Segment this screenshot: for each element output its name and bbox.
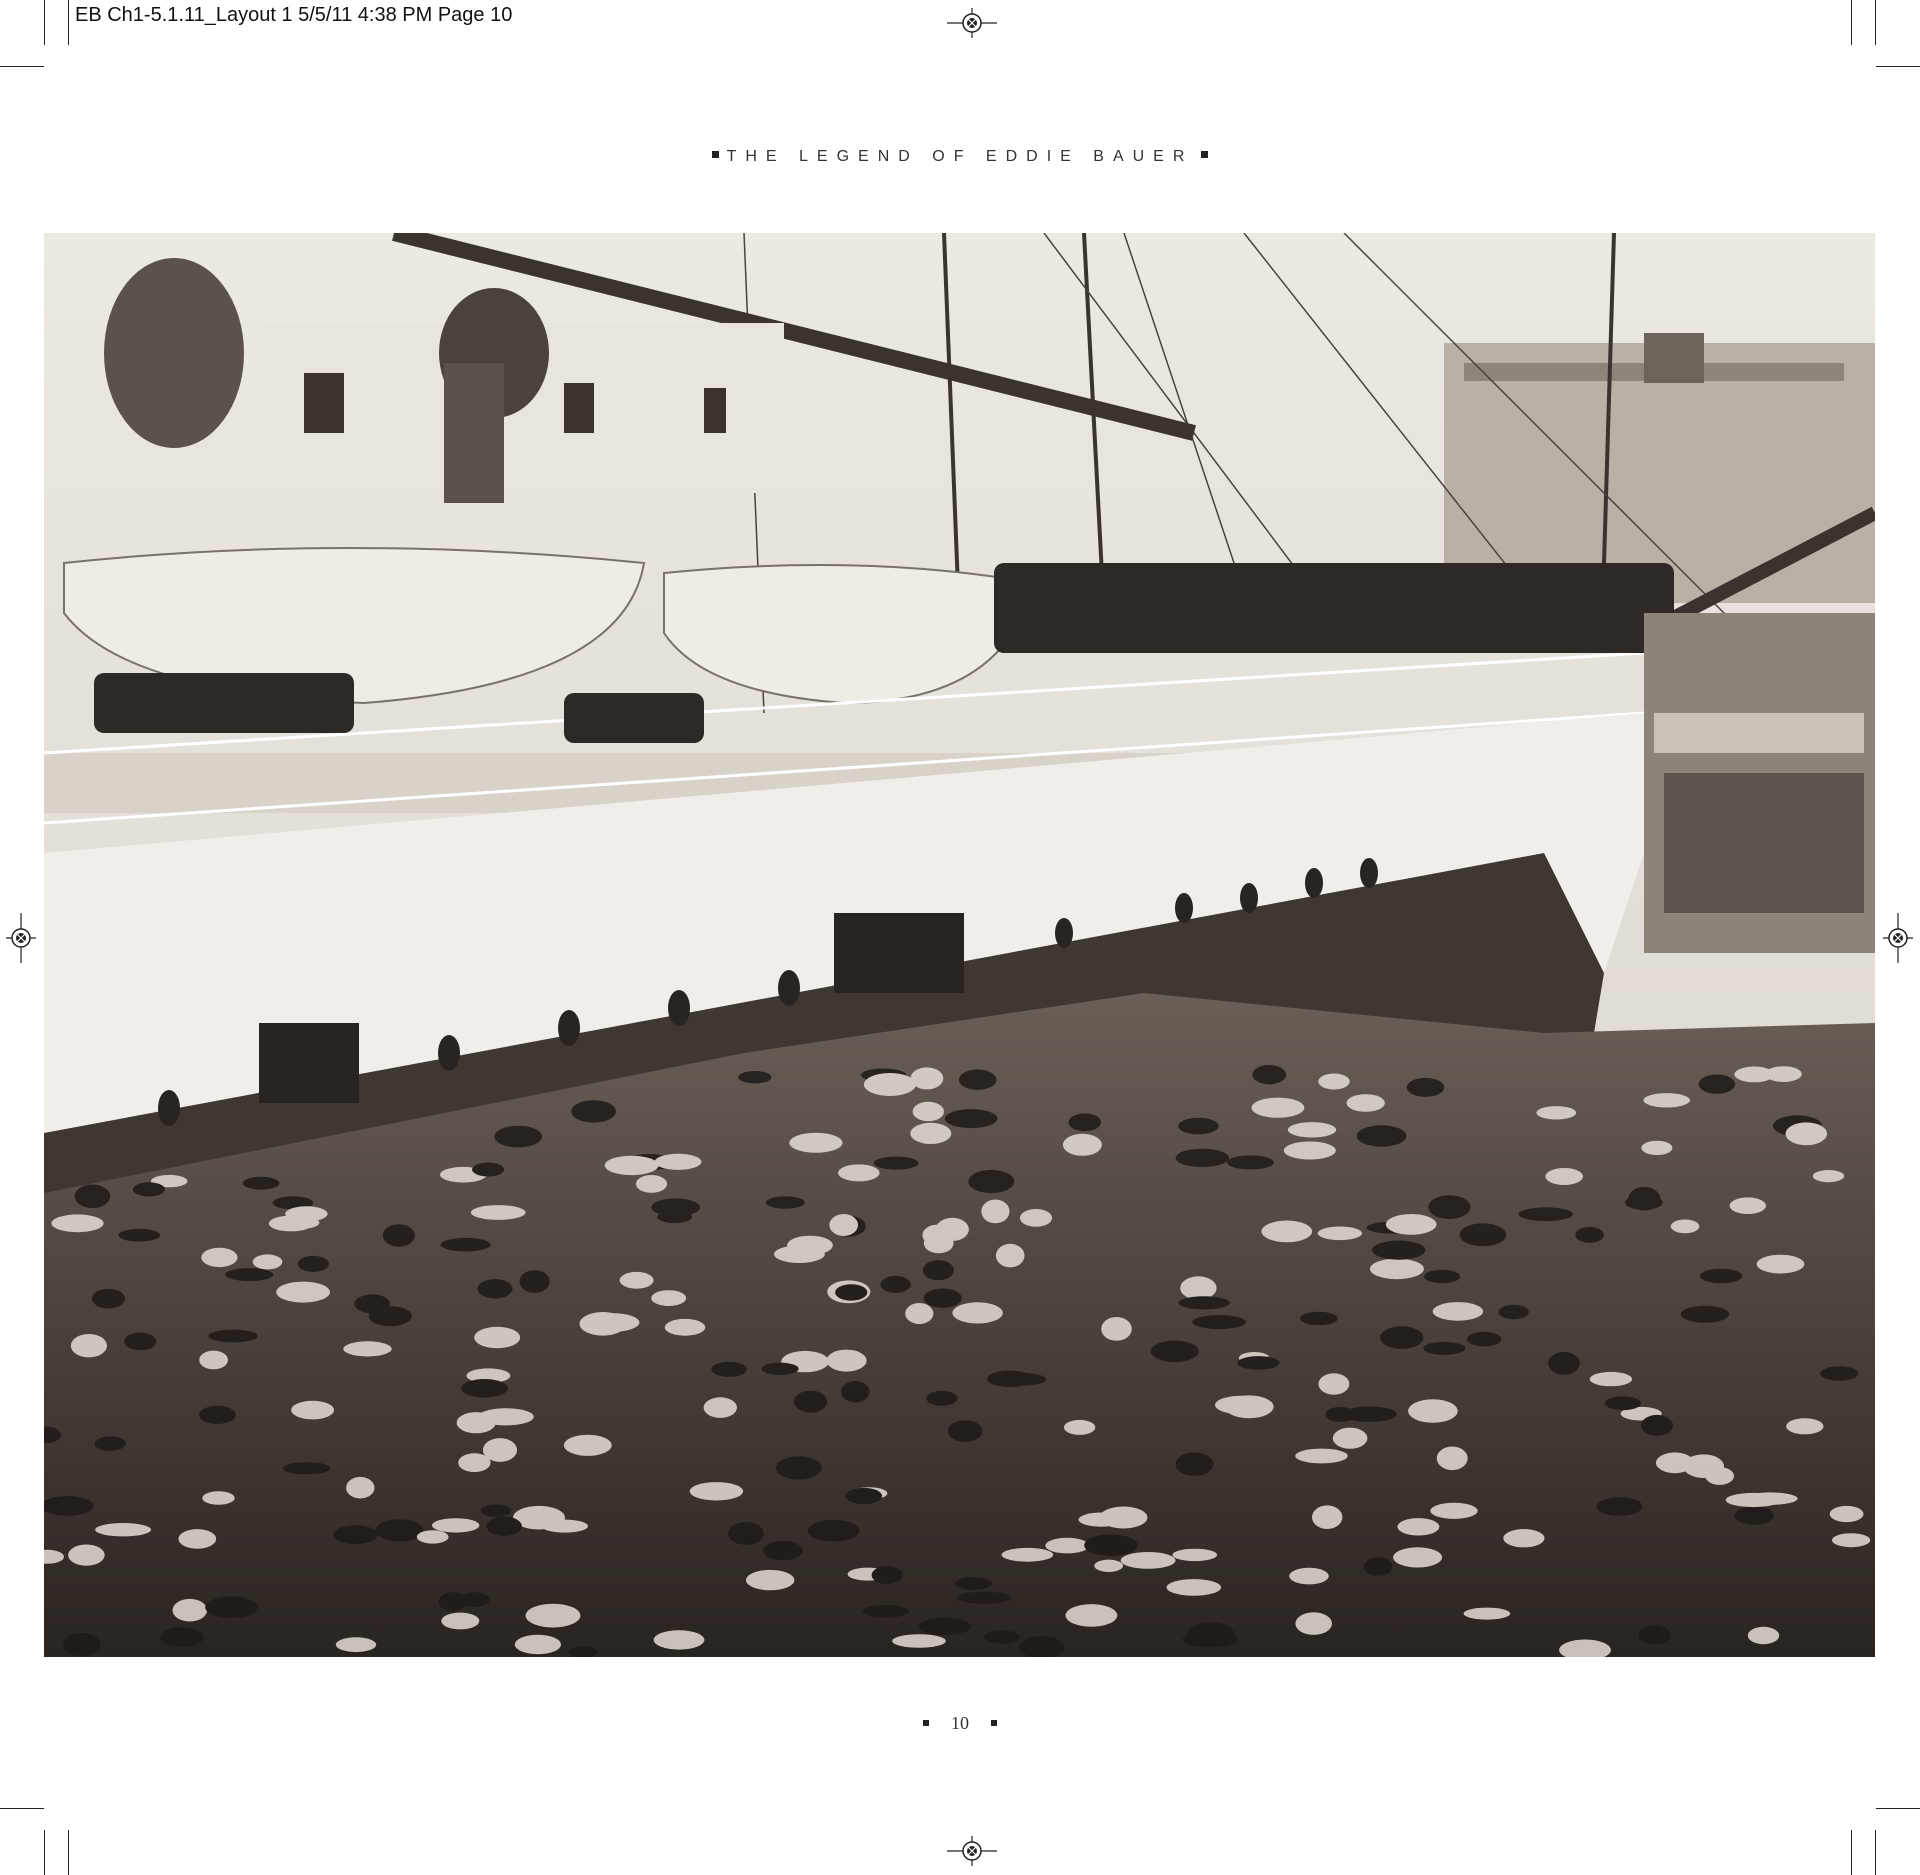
crowd-hat [515,1635,561,1654]
crowd-hat [291,1401,334,1420]
crowd-hat [1180,1276,1216,1299]
crowd-hat [919,1618,972,1635]
crowd-hat [333,1525,377,1544]
crowd-hat [1596,1497,1642,1516]
crowd-hat [276,1282,330,1303]
crowd-hat [1347,1094,1385,1112]
crowd-hat [1460,1223,1507,1246]
page-number: 10 [951,1713,969,1733]
crowd-hat [746,1570,794,1590]
crowd-hat [1364,1557,1393,1575]
crowd-hat [911,1067,944,1089]
crowd-hat [1151,1341,1199,1363]
crowd-hat [1643,1093,1690,1107]
crowd-hat [478,1408,534,1425]
crowd-hat [1734,1067,1774,1083]
crowd-hat [201,1248,237,1267]
crowd-hat [199,1351,228,1370]
bullet-square-icon [923,1720,929,1726]
bullet-square-icon [1201,151,1208,158]
crowd-hat [1284,1142,1336,1160]
running-head-text: THE LEGEND OF EDDIE BAUER [726,148,1194,165]
crowd-hat [1700,1269,1743,1284]
crowd-hat [846,1488,883,1504]
crowd-hat [1289,1568,1329,1585]
crowd-hat [787,1236,833,1255]
crowd-hat [1786,1122,1828,1145]
ship-crowd-photograph [44,233,1875,1657]
crowd-hat [794,1391,827,1413]
crowd-hat [1215,1396,1269,1415]
crowd-hat [92,1289,125,1309]
crowd-hat [441,1613,479,1630]
crowd-hat [253,1254,283,1269]
crowd-hat [704,1397,737,1418]
crowd-hat [71,1334,107,1357]
crowd-hat [1638,1626,1670,1645]
crowd-hat [1820,1366,1858,1381]
crowd-hat [1178,1296,1230,1309]
crowd-hat [762,1363,799,1375]
running-head [0,148,1920,166]
crowd-hat [948,1420,983,1442]
crowd-hat [1357,1125,1407,1146]
crowd-hat [95,1523,151,1536]
crowd-hat [68,1545,105,1566]
crowd-hat [1536,1106,1576,1119]
crowd-hat [1464,1608,1511,1620]
crowd-hat [1423,1342,1465,1355]
crowd-hat [354,1294,390,1313]
crowd-hat [75,1185,111,1209]
crowd-hat [1002,1548,1054,1562]
crowd-hat [1101,1317,1132,1341]
crowd-hat [826,1350,866,1372]
crowd-hat [1295,1449,1347,1464]
crowd-hat [1641,1141,1672,1155]
crowd-hat [863,1605,909,1618]
crowd-hat [620,1272,654,1289]
crowd-hat [981,1200,1009,1224]
crowd-hat [924,1289,962,1308]
crowd-hat [1288,1122,1336,1137]
crowd-hat [910,1123,951,1144]
crowd-hat [1252,1065,1286,1084]
crowd-hat [1656,1452,1694,1473]
crowd-hat [571,1100,616,1122]
crowd-hat [789,1133,842,1153]
crowd-hat [483,1438,517,1462]
crowd-hat [1069,1113,1102,1131]
crowd-hat [494,1126,542,1148]
printer-slug: EB Ch1-5.1.11_Layout 1 5/5/11 4:38 PM Page 10 [75,4,513,26]
crowd-hat [1730,1197,1766,1214]
crowd-hat [1020,1209,1052,1227]
crowd-hat [1437,1447,1468,1471]
crowd-hat [1726,1493,1781,1507]
crowd-hat [1503,1529,1544,1547]
crowd-hat [1699,1075,1736,1094]
crowd-hat [892,1634,946,1647]
crowd-hat [1084,1534,1137,1556]
crowd-hat [1167,1579,1222,1596]
crowd-hat [874,1157,919,1170]
crowd-hat [1813,1170,1844,1182]
crowd-hat [202,1491,234,1505]
crowd-hat [95,1436,126,1451]
crowd-hat [923,1260,954,1280]
crowd-hat [1178,1118,1219,1135]
crowd-hat [984,1630,1020,1643]
crowd-hat [439,1592,467,1611]
crowd-hat [952,1302,1002,1323]
crowd-hat [905,1303,933,1324]
crowd-hat [471,1205,526,1220]
crowd-hat [1519,1207,1573,1221]
crowd-hat [654,1630,705,1649]
crowd-hat [1064,1420,1095,1435]
crowd-hat [728,1522,764,1545]
crowd-hat [1318,1074,1350,1090]
crowd-hat [1325,1407,1355,1422]
crowd-hat [1262,1221,1313,1243]
crowd-hat [1386,1214,1437,1235]
crowd-hat [1467,1332,1501,1347]
crowd-hat [124,1333,156,1351]
crowd-hat [133,1182,165,1196]
crowd-hat [1681,1306,1729,1323]
crowd-hat [1312,1505,1342,1529]
crowd-hat [1066,1604,1118,1627]
crowd-hat [1735,1506,1774,1524]
registration-mark-icon [947,8,997,38]
crowd-hat [913,1102,944,1122]
crowd-hat [474,1327,520,1348]
bullet-square-icon [991,1720,997,1726]
crowd-hat [655,1154,702,1170]
crowd-hat [1786,1418,1823,1434]
crowd-hat [1192,1315,1246,1329]
crowd-hat [766,1196,805,1208]
crowd-hat [1548,1352,1580,1375]
crowd-hat [178,1529,216,1549]
crowd-hat [651,1290,686,1306]
crowd-hat [959,1070,997,1090]
crowd-hat [711,1362,746,1377]
crowd-hat [346,1477,374,1499]
crowd-hat [160,1627,204,1647]
crowd-hat [472,1163,504,1177]
crowd-hat [1372,1241,1425,1260]
crowd-hat [1227,1155,1274,1169]
crowd-hat [665,1319,706,1336]
crowd-hat [996,1244,1025,1268]
crowd-hat [924,1233,954,1253]
crowd-hat [1295,1612,1332,1635]
crowd-hat [1671,1220,1700,1234]
crowd-hat [636,1175,667,1193]
crowd-hat [1300,1312,1338,1325]
crowd-hat [383,1224,415,1246]
crowd-hat [1187,1623,1234,1646]
crowd-hat [269,1216,313,1232]
crowd-hat [1172,1549,1217,1561]
crowd-hat [1433,1302,1483,1321]
crowd-hat [1176,1453,1214,1476]
crowd-hat [375,1519,423,1541]
crowd-hat [1397,1518,1439,1535]
crowd-hat [63,1633,100,1656]
crowd-hat [1748,1627,1779,1644]
crowd-hat [1121,1552,1176,1569]
crowd-hat [1545,1168,1583,1185]
crowd-hat [1045,1538,1089,1554]
crowd-hat [477,1279,512,1298]
crowd-hat [1319,1373,1350,1394]
crowd-hat [690,1482,743,1500]
crowd-hat [829,1214,858,1236]
crowd-hat [225,1268,273,1281]
crowd-hat [841,1381,869,1402]
crowd-hat [880,1276,910,1293]
bullet-square-icon [712,151,719,158]
crowd-hat [173,1599,208,1622]
crowd-hat [835,1284,867,1300]
crowd-hat [1252,1098,1305,1118]
registration-mark-icon [947,1836,997,1866]
crowd-hat [1407,1078,1445,1097]
crowd-hat [945,1109,998,1128]
crowd-hat [1237,1356,1279,1370]
crowd-hat [605,1156,659,1175]
crowd-hat [957,1592,1012,1604]
crowd-hat [1393,1547,1442,1567]
crowd-hat [1370,1259,1424,1280]
crowd-hat [51,1214,103,1232]
crowd-hat [1430,1503,1477,1519]
folio [0,1713,1920,1734]
crowd-hat [481,1505,512,1517]
crowd-hat [926,1391,957,1406]
crowd-hat [1094,1560,1123,1572]
registration-mark-icon [6,913,36,963]
crowd-hat [208,1330,257,1343]
crowd-hat [520,1270,550,1293]
crowd-hat [1757,1255,1805,1274]
crowd-hat [564,1435,612,1456]
crowd-hat [1176,1149,1229,1167]
crowd-hat [838,1164,880,1181]
crowd-hat [776,1456,822,1479]
crowd-hat [1498,1305,1528,1320]
crowd-hat [1575,1227,1604,1243]
crowd-hat [1408,1399,1458,1423]
crowd-hat [461,1379,508,1398]
crowd-hat [487,1517,522,1536]
crowd-hat [343,1341,391,1356]
crowd-hat [657,1211,692,1224]
crowd-hat [1625,1195,1663,1209]
crowd-hat [1063,1134,1102,1156]
crowd-hat [1705,1467,1734,1485]
crowd-hat [243,1177,280,1190]
crowd-hat [872,1566,903,1584]
crowd-hat [1318,1227,1362,1241]
crowd-hat [1590,1372,1632,1386]
crowd-hat [1100,1507,1148,1529]
crowd-hat [992,1373,1046,1386]
crowd-hat [119,1229,161,1242]
crowd-hat [432,1518,479,1532]
crowd-hat [1641,1415,1673,1436]
crowd-hat [1832,1533,1870,1547]
crowd-hat [1428,1195,1470,1219]
crowd-hat [298,1256,329,1272]
registration-mark-icon [1883,913,1913,963]
crowd-hat [808,1520,860,1542]
crowd-hat [205,1596,257,1618]
crowd-hat [336,1637,376,1652]
crowd-hat [955,1577,992,1590]
crowd-hat [417,1530,449,1543]
crowd-hat [1424,1270,1460,1283]
crowd-hat [586,1313,639,1332]
crowd-hat [1333,1428,1368,1449]
photograph-illustration [44,233,1875,1657]
crowd-hat [526,1604,581,1628]
crowd-hat [968,1170,1014,1193]
crowd-hat [763,1541,803,1560]
crowd-hat [1605,1396,1641,1410]
crowd-hat [199,1406,236,1424]
crowd-hat [864,1073,916,1096]
crowd-hat [1380,1326,1423,1349]
crowd-hat [738,1071,771,1083]
crowd-hat [1830,1506,1864,1522]
crowd-hat [441,1238,491,1252]
crowd-hat [283,1462,331,1474]
